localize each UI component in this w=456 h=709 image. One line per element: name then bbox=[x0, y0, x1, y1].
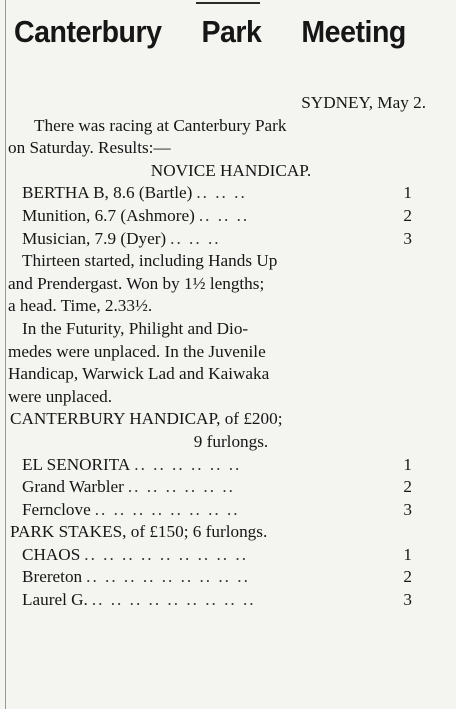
result-row bbox=[22, 205, 412, 228]
result-row bbox=[22, 454, 412, 477]
result-row bbox=[22, 544, 412, 567]
placing: 3 bbox=[403, 590, 412, 610]
headline bbox=[14, 14, 406, 50]
leader-dots: .. .. .. bbox=[196, 183, 247, 203]
leader-dots: .. .. .. .. .. .. .. .. .. bbox=[86, 567, 250, 587]
horse-name: Laurel G. bbox=[22, 590, 88, 610]
headline-word-park: Park bbox=[201, 14, 262, 49]
horse-name: BERTHA B, 8.6 (Bartle) bbox=[22, 183, 193, 203]
horse-name: Musician, 7.9 (Dyer) bbox=[22, 228, 167, 248]
note2-line-1: In the Futurity, Philight and Dio- bbox=[22, 318, 249, 338]
result-row bbox=[22, 566, 412, 589]
placing: 1 bbox=[403, 183, 412, 203]
placing: 3 bbox=[403, 228, 412, 248]
column-rule bbox=[5, 0, 6, 709]
leader-dots: .. .. .. .. .. .. bbox=[134, 454, 242, 474]
headline-word-canterbury: Canterbury bbox=[14, 14, 162, 49]
horse-name: Munition, 6.7 (Ashmore) bbox=[22, 205, 195, 225]
note1-line-1: Thirteen started, including Hands Up bbox=[22, 251, 278, 271]
note2-line-3: Handicap, Warwick Lad and Kaiwaka bbox=[8, 364, 270, 384]
note2-line-4: were unplaced. bbox=[8, 386, 113, 406]
horse-name: CHAOS bbox=[22, 544, 81, 564]
leader-dots: .. .. .. bbox=[198, 205, 250, 225]
note2-line-2: medes were unplaced. In the Juvenile bbox=[8, 341, 266, 361]
placing: 2 bbox=[403, 567, 412, 587]
placing: 2 bbox=[403, 205, 412, 225]
leader-dots: .. .. .. .. .. .. bbox=[127, 477, 235, 497]
placing: 2 bbox=[403, 477, 412, 497]
horse-name: Brereton bbox=[22, 567, 83, 587]
article-body bbox=[8, 92, 440, 612]
result-row bbox=[22, 228, 412, 251]
dateline: SYDNEY, May 2. bbox=[301, 93, 426, 112]
placing: 1 bbox=[403, 544, 412, 564]
intro-line-2: on Saturday. Results:— bbox=[8, 138, 171, 158]
leader-dots: .. .. .. bbox=[170, 228, 221, 248]
race-distance-canterbury: 9 furlongs. bbox=[193, 431, 269, 451]
race-title-novice: NOVICE HANDICAP. bbox=[150, 160, 312, 180]
horse-name: EL SENORITA bbox=[22, 454, 131, 474]
horse-name: Fernclove bbox=[22, 499, 91, 519]
horse-name: Grand Warbler bbox=[22, 477, 124, 497]
race-title-park-stakes: PARK STAKES, of £150; 6 furlongs. bbox=[10, 522, 268, 542]
result-row bbox=[22, 589, 412, 612]
headline-word-meeting: Meeting bbox=[301, 14, 406, 49]
intro-line-1: There was racing at Canterbury Park bbox=[34, 115, 287, 135]
note1-line-3: a head. Time, 2.33½. bbox=[8, 296, 153, 316]
leader-dots: .. .. .. .. .. .. .. .. bbox=[94, 499, 240, 519]
placing: 3 bbox=[403, 499, 412, 519]
result-row bbox=[22, 182, 412, 205]
result-row bbox=[22, 476, 412, 499]
note1-line-2: and Prendergast. Won by 1½ lengths; bbox=[8, 273, 265, 293]
race-title-canterbury: CANTERBURY HANDICAP, of £200; bbox=[10, 409, 283, 429]
leader-dots: .. .. .. .. .. .. .. .. .. bbox=[84, 544, 248, 564]
top-rule bbox=[196, 2, 260, 4]
result-row bbox=[22, 499, 412, 522]
leader-dots: .. .. .. .. .. .. .. .. .. bbox=[91, 590, 256, 610]
placing: 1 bbox=[403, 454, 412, 474]
